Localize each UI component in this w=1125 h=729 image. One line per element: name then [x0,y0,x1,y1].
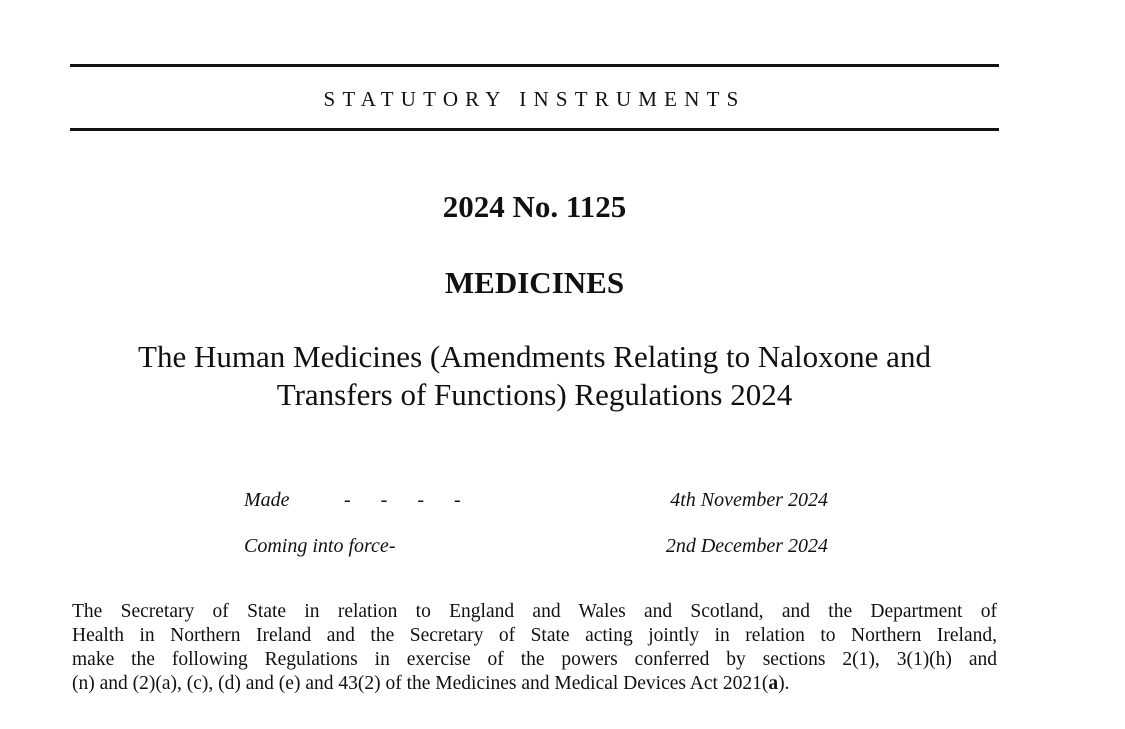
made-label: Made [244,489,290,511]
footnote-reference[interactable]: a [768,673,779,694]
preamble-line-1: The Secretary of State in relation to England and Wales and Scotland, and the Department of [72,601,997,622]
coming-into-force-label [244,533,395,559]
instrument-number: 2024 No. 1125 [442,189,627,224]
bottom-rule [70,128,999,131]
regulation-title [40,338,1029,414]
preamble [72,600,997,696]
coming-into-force-date: 2nd December 2024 [665,535,828,557]
preamble-line-2: Health in Northern Ireland and the Secretary of State acting jointly in relation to Northern Ireland, [72,625,997,646]
made-dashes: - - - - [344,489,461,511]
subject-heading: MEDICINES [444,265,625,300]
title-line-1: The Human Medicines (Amendments Relating to Naloxone and [138,339,931,374]
series-heading: STATUTORY INSTRUMENTS [323,87,746,111]
coming-into-force-dash: - [388,535,396,557]
preamble-line-4 [72,672,997,696]
preamble-line-4-end: ). [778,673,790,694]
made-date: 4th November 2024 [670,489,828,511]
preamble-line-3: make the following Regulations in exercise of the powers conferred by sections 2(1), 3(1)(h) and [72,649,997,670]
coming-into-force-text: Coming into force [244,535,389,557]
preamble-line-4-text: (n) and (2)(a), (c), (d) and (e) and 43(2) of the Medicines and Medical Devices Act 2021( [72,673,769,694]
title-line-2: Transfers of Functions) Regulations 2024 [276,377,793,412]
top-rule [70,64,999,67]
